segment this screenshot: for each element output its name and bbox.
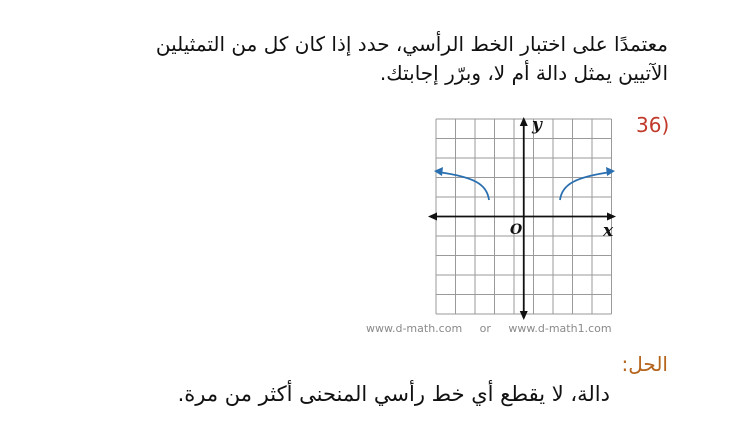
curve-left — [438, 172, 489, 200]
x-axis-label: x — [603, 221, 614, 241]
solution-label: الحل: — [621, 352, 668, 376]
curve-right-arrow — [606, 167, 615, 176]
watermark — [366, 322, 612, 335]
watermark-right: www.d-math1.com — [508, 322, 612, 335]
x-axis-arrow-left — [428, 213, 437, 221]
axes — [431, 120, 612, 318]
question-line-2: الآتيين يمثل دالة أم لا، وبرّر إجابتك. — [379, 61, 668, 85]
watermark-left: www.d-math.com — [366, 322, 463, 335]
question-text — [68, 30, 668, 88]
function-graph — [426, 114, 616, 320]
solution-text: دالة، لا يقطع أي خط رأسي المنحنى أكثر من مرة. — [177, 382, 610, 406]
y-axis-label: y — [532, 115, 542, 135]
y-axis-arrow-up — [520, 117, 528, 126]
question-line-1: معتمدًا على اختبار الخط الرأسي، حدد إذا كان كل من التمثيلين — [155, 32, 668, 56]
problem-number: 36) — [636, 113, 670, 137]
curve-right — [560, 172, 611, 200]
y-axis-arrow-down — [520, 311, 528, 320]
curve-left-arrow — [434, 167, 443, 176]
origin-label: O — [510, 222, 523, 238]
watermark-middle: or — [479, 322, 491, 335]
